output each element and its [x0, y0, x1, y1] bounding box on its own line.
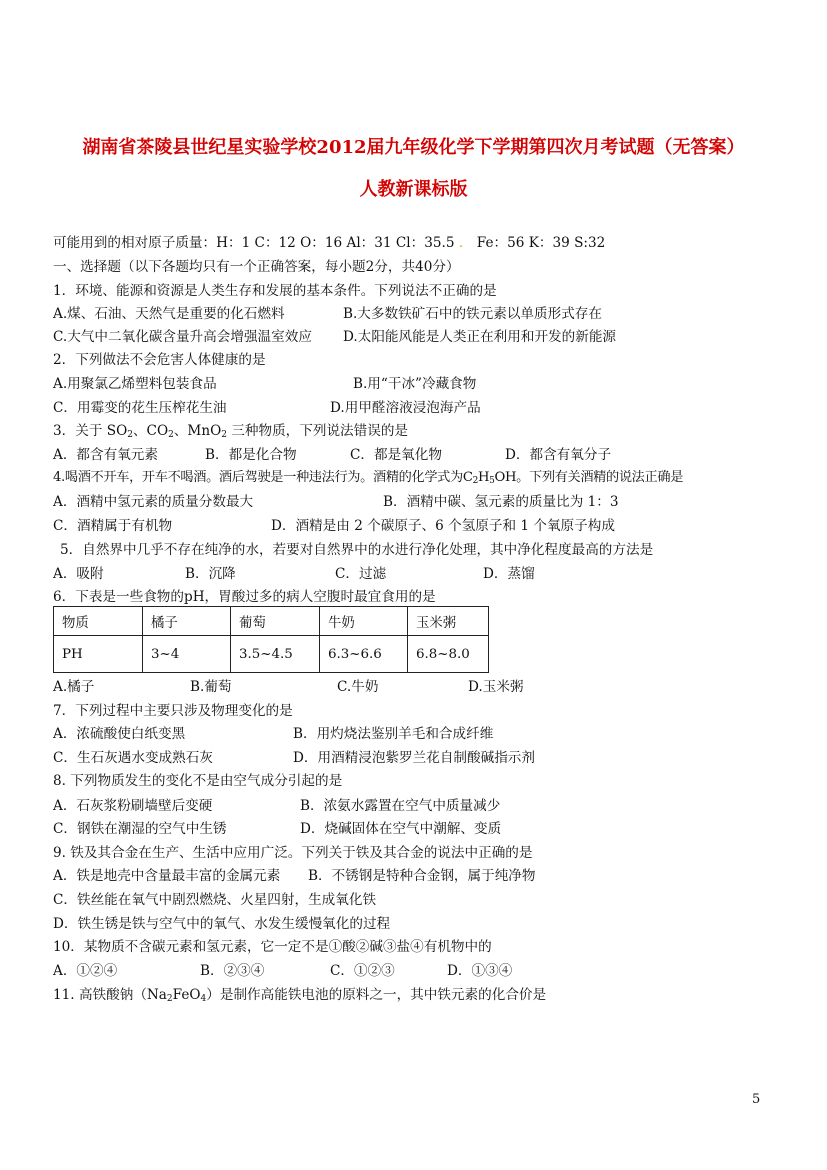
q4-stem-part: 4.喝酒不开车，开车不喝酒。酒后驾驶是一种违法行为。酒精的化学式为C	[53, 470, 473, 485]
atomic-masses-values-2: Fe：56 K：39 S:32	[476, 235, 606, 251]
question-8-stem: 8. 下列物质发生的变化不是由空气成分引起的是	[53, 773, 343, 789]
question-3-stem	[53, 421, 408, 441]
question-2-options-ab	[53, 374, 773, 394]
q7-option-b: B．用灼烧法鉴别羊毛和合成纤维	[293, 726, 494, 742]
q6-option-b: B.葡萄	[190, 679, 232, 695]
ph-table-header-row	[54, 607, 489, 636]
ph-table	[53, 606, 489, 673]
question-6-stem: 6．下表是一些食物的pH，胃酸过多的病人空腹时最宜食用的是	[53, 589, 436, 605]
q11-subscript: 4	[200, 994, 207, 1004]
question-1-stem: 1．环境、能源和资源是人类生存和发展的基本条件。下列说法不正确的是	[53, 283, 497, 299]
document-subtitle: 人教新课标版	[359, 179, 468, 200]
q9-option-d: D．铁生锈是铁与空气中的氧气、水发生缓慢氧化的过程	[53, 916, 391, 932]
q8-option-b: B．浓氨水露置在空气中质量减少	[300, 798, 501, 814]
q9-option-a: A．铁是地壳中含量最丰富的金属元素	[53, 868, 281, 884]
q1-option-b: B.大多数铁矿石中的铁元素以单质形式存在	[343, 306, 602, 322]
question-7-options-ab	[53, 724, 773, 744]
section-heading: 一、选择题（以下各题均只有一个正确答案，每小题2分，共40分）	[53, 259, 460, 275]
q1-option-d: D.太阳能风能是人类正在利用和开发的新能源	[343, 329, 617, 345]
question-10-options	[53, 961, 773, 981]
q10-option-c: C．①②③	[330, 963, 395, 979]
q7-option-a: A．浓硫酸使白纸变黑	[53, 726, 186, 742]
q4-option-b: B．酒精中碳、氢元素的质量比为 1：3	[383, 494, 619, 510]
separator-dot: ．	[458, 235, 473, 251]
q10-option-a: A．①②④	[53, 963, 118, 979]
ph-table-cell: 玉米粥	[408, 607, 489, 636]
q3-option-b: B．都是化合物	[205, 447, 297, 463]
question-8-options-ab	[53, 796, 773, 816]
q3-stem-part: 三种物质，下列说法错误的是	[226, 423, 409, 439]
question-11-stem	[53, 985, 546, 1005]
question-7-stem: 7．下列过程中主要只涉及物理变化的是	[53, 703, 293, 719]
q6-option-c: C.牛奶	[337, 679, 379, 695]
question-2-options-cd	[53, 398, 773, 418]
question-5-options	[53, 564, 773, 584]
q1-option-a: A.煤、石油、天然气是重要的化石燃料	[53, 306, 285, 322]
q3-option-d: D．都含有氧分子	[505, 447, 612, 463]
question-6-options	[53, 677, 773, 697]
ph-table-cell: 6.8~8.0	[408, 636, 489, 673]
q3-stem-part: 3．关于 SO	[53, 423, 128, 439]
question-10-stem: 10．某物质不含碳元素和氢元素，它一定不是①酸②碱③盐④有机物中的	[53, 939, 492, 955]
q7-option-d: D．用酒精浸泡紫罗兰花自制酸碱指示剂	[293, 750, 535, 766]
document-title: 湖南省茶陵县世纪星实验学校2012届九年级化学下学期第四次月考试题（无答案）	[82, 137, 745, 158]
q5-option-c: C．过滤	[335, 566, 387, 582]
q2-option-d: D.用甲醛溶液浸泡海产品	[330, 400, 481, 416]
atomic-masses-label: 可能用到的相对原子质量：	[53, 235, 217, 251]
q3-subscript: 2	[168, 430, 174, 440]
ph-table-cell: 6.3~6.6	[320, 636, 408, 673]
q3-subscript: 2	[127, 430, 133, 440]
q10-option-b: B．②③④	[200, 963, 265, 979]
q3-stem-part: 、CO	[132, 423, 169, 439]
question-4-options-ab	[53, 492, 773, 512]
q5-option-a: A．吸附	[53, 566, 104, 582]
atomic-masses-line	[53, 233, 605, 253]
q2-option-b: B.用“干冰”冷藏食物	[353, 376, 477, 392]
q4-subscript: 2	[472, 476, 478, 486]
question-4-stem	[53, 468, 683, 488]
q3-option-c: C．都是氧化物	[350, 447, 442, 463]
q4-option-d: D．酒精是由 2 个碳原子、6 个氢原子和 1 个氧原子构成	[271, 518, 615, 534]
question-2-stem: 2．下列做法不会危害人体健康的是	[53, 352, 266, 368]
question-3-options	[53, 445, 773, 465]
q5-option-b: B．沉降	[185, 566, 236, 582]
q4-stem-part: OH。下列有关酒精的说法正确是	[494, 470, 684, 485]
question-7-options-cd	[53, 748, 773, 768]
q4-subscript: 5	[489, 476, 495, 486]
q8-option-a: A．石灰浆粉刷墙壁后变硬	[53, 798, 213, 814]
q8-option-d: D．烧碱固体在空气中潮解、变质	[300, 821, 502, 837]
q8-option-c: C．钢铁在潮湿的空气中生锈	[53, 821, 227, 837]
q7-option-c: C．生石灰遇水变成熟石灰	[53, 750, 213, 766]
ph-table-cell: 牛奶	[320, 607, 408, 636]
question-1-options-ab	[53, 304, 773, 324]
q2-option-c: C．用霉变的花生压榨花生油	[53, 400, 227, 416]
q3-option-a: A．都含有氧元素	[53, 447, 158, 463]
question-8-options-cd	[53, 819, 773, 839]
q5-option-d: D．蒸馏	[483, 566, 535, 582]
ph-table-cell: 3.5~4.5	[231, 636, 320, 673]
q3-stem-part: 、MnO	[173, 423, 222, 439]
q11-stem-part: FeO	[172, 987, 201, 1003]
question-1-options-cd	[53, 327, 773, 347]
ph-table-cell: 3~4	[143, 636, 231, 673]
q10-option-d: D．①③④	[447, 963, 513, 979]
q4-option-c: C．酒精属于有机物	[53, 518, 173, 534]
q9-option-c: C．铁丝能在氧气中剧烈燃烧、火星四射，生成氧化铁	[53, 892, 377, 908]
q6-option-a: A.橘子	[53, 679, 95, 695]
question-9-stem: 9. 铁及其合金在生产、生活中应用广泛。下列关于铁及其合金的说法中正确的是	[53, 845, 533, 861]
ph-table-cell: 橘子	[143, 607, 231, 636]
ph-table-cell: 葡萄	[231, 607, 320, 636]
q6-option-d: D.玉米粥	[468, 679, 524, 695]
q4-option-a: A．酒精中氢元素的质量分数最大	[53, 494, 254, 510]
q11-subscript: 2	[166, 994, 173, 1004]
q2-option-a: A.用聚氯乙烯塑料包装食品	[53, 376, 217, 392]
ph-table-value-row	[54, 636, 489, 673]
atomic-masses-values-1: H：1 C：12 O：16 Al：31 Cl：35.5	[216, 235, 455, 251]
question-9-options-ab	[53, 866, 773, 886]
q9-option-b: B．不锈钢是特种合金钢，属于纯净物	[308, 868, 536, 884]
question-5-stem: 5．自然界中几乎不存在纯净的水，若要对自然界中的水进行净化处理，其中净化程度最高的方法是	[60, 542, 654, 558]
q1-option-c: C.大气中二氧化碳含量升高会增强温室效应	[53, 329, 312, 345]
question-4-options-cd	[53, 516, 773, 536]
ph-table-cell: 物质	[54, 607, 143, 636]
q11-stem-part: 11. 高铁酸钠（Na	[53, 987, 167, 1003]
page-number: 5	[752, 1092, 761, 1107]
ph-table-cell: PH	[54, 636, 143, 673]
q4-stem-part: H	[477, 470, 490, 485]
q11-stem-part: ）是制作高能铁电池的原料之一，其中铁元素的化合价是	[206, 987, 547, 1003]
q3-subscript: 2	[221, 430, 227, 440]
